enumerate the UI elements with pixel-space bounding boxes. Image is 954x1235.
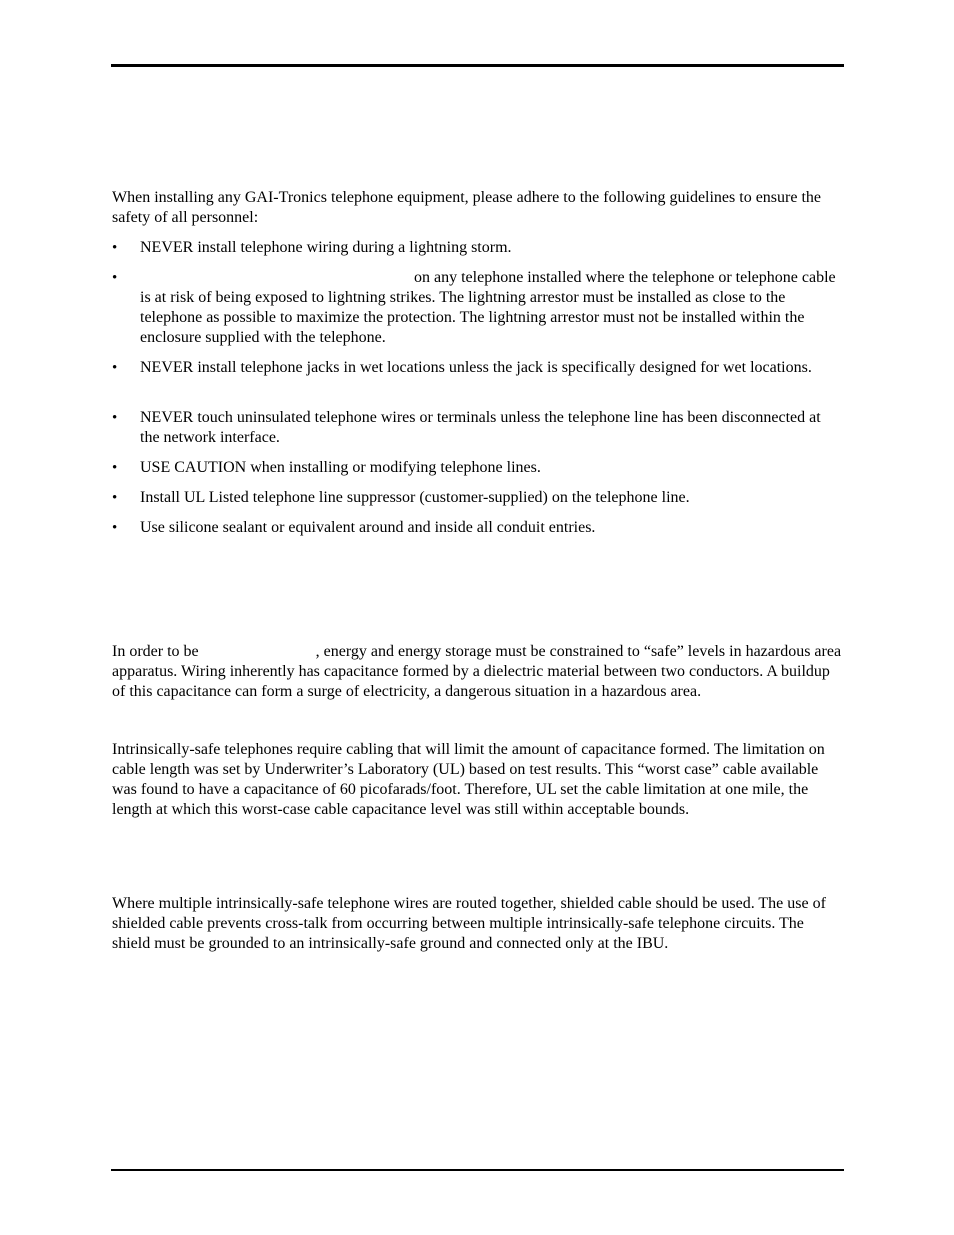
list-item (112, 358, 844, 378)
safety-intro-text: When installing any GAI-Tronics telephone equipment, please adhere to the following guidelines to ensure the safety of all personnel: (112, 189, 822, 226)
list-item (112, 268, 844, 348)
bullet-icon: • (112, 520, 118, 536)
list-item (112, 518, 844, 538)
shielding-text: Where multiple intrinsically-safe telephone wires are routed together, shielded cable should be used. The use of shielded cable prevents cross-talk from occurring between multiple intrinsically-safe telephone circuits. The shield must be grounded to an intrinsically-safe ground and connected only at the IBU. (112, 895, 826, 952)
bullet-icon: • (112, 240, 118, 256)
list-item (112, 488, 844, 508)
list-item (112, 238, 844, 258)
list-item-text: NEVER install telephone jacks in wet locations unless the jack is specifically designed for wet locations. (140, 359, 812, 376)
bullet-icon: • (112, 360, 118, 376)
list-item-text: on any telephone installed where the telephone or telephone cable is at risk of being exposed to lightning strikes. The lightning arrestor must be installed as close to the telephone as possible to maximize the protection. The lightning arrestor must not be installed within the enclosure supplied with the telephone. (140, 269, 836, 346)
bullet-icon: • (112, 270, 118, 286)
list-item (112, 458, 844, 478)
header-rule (111, 64, 844, 67)
footer-rule (111, 1169, 844, 1171)
capacitance-paragraph-1 (112, 642, 844, 702)
bullet-icon: • (112, 460, 118, 476)
capacitance-lead-text: In order to be (112, 643, 199, 660)
list-item-text: USE CAUTION when installing or modifying telephone lines. (140, 459, 541, 476)
list-item (112, 408, 844, 448)
capacitance-para2-text: Intrinsically-safe telephones require cabling that will limit the amount of capacitance formed. The limitation on cable length was set by Underwriter’s Laboratory (UL) based on test results. This “worst case” cable available was found to have a capacitance of 60 picofarads/foot. Therefore, UL set the cable limitation at one mile, the length at which this worst-case cable capacitance level was still within acceptable bounds. (112, 741, 825, 818)
list-item-text: NEVER install telephone wiring during a lightning storm. (140, 239, 512, 256)
safety-intro (112, 188, 844, 228)
capacitance-body-text: , energy and energy storage must be constrained to “safe” levels in hazardous area apparatus. Wiring inherently has capacitance formed by a dielectric material between two conductors. A buildup of this capacitance can form a surge of electricity, a dangerous situation in a hazardous area. (112, 643, 842, 700)
list-item-text: Install UL Listed telephone line suppressor (customer-supplied) on the telephone line. (140, 489, 690, 506)
bullet-icon: • (112, 410, 118, 426)
shielding-paragraph (112, 894, 844, 954)
list-item-text: NEVER touch uninsulated telephone wires or terminals unless the telephone line has been disconnected at the network interface. (140, 409, 821, 446)
list-item-text: Use silicone sealant or equivalent around and inside all conduit entries. (140, 519, 596, 536)
capacitance-paragraph-2 (112, 740, 844, 820)
bullet-icon: • (112, 490, 118, 506)
